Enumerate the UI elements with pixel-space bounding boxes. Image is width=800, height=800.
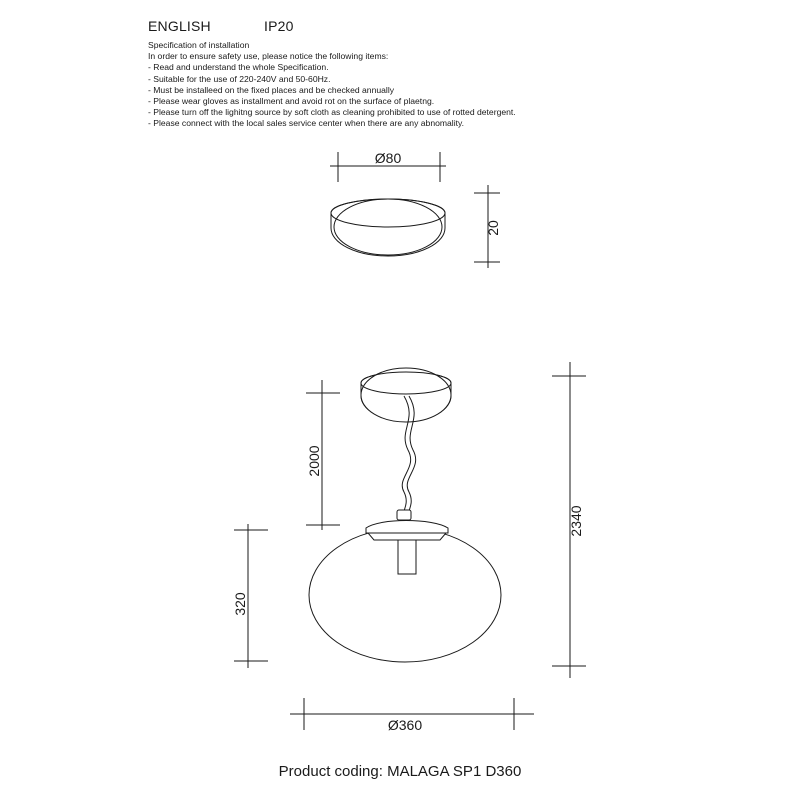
total-height-label: 2340 <box>568 505 584 537</box>
canopy-diameter-label: Ø80 <box>374 150 402 166</box>
cable-length-label: 2000 <box>306 445 322 477</box>
pendant-drawing <box>309 368 501 662</box>
spec-item: - Please wear gloves as installment and avoid rot on the surface of plaetng. <box>148 96 435 107</box>
spec-item: - Read and understand the whole Specification. <box>148 62 329 73</box>
spec-intro: In order to ensure safety use, please notice the following items: <box>148 51 389 62</box>
canopy-drawing <box>331 199 445 256</box>
product-coding: Product coding: MALAGA SP1 D360 <box>278 763 522 780</box>
spec-item: - Please connect with the local sales service center when there are any abnomality. <box>148 118 465 129</box>
spec-item: - Suitable for the use of 220-240V and 50-60Hz. <box>148 73 331 84</box>
shade-diameter-label: Ø360 <box>387 717 423 733</box>
canopy-height-label: 20 <box>485 220 501 236</box>
ip-rating: IP20 <box>264 18 294 34</box>
spec-item: - Must be installeed on the fixed places and be checked annually <box>148 84 395 95</box>
spec-title: Specification of installation <box>148 40 250 50</box>
language-label: ENGLISH <box>148 18 211 34</box>
spec-item: - Please turn off the lighitng source by soft cloth as cleaning prohibited to use of rotted detergent. <box>148 107 516 118</box>
shade-height-label: 320 <box>232 592 248 616</box>
